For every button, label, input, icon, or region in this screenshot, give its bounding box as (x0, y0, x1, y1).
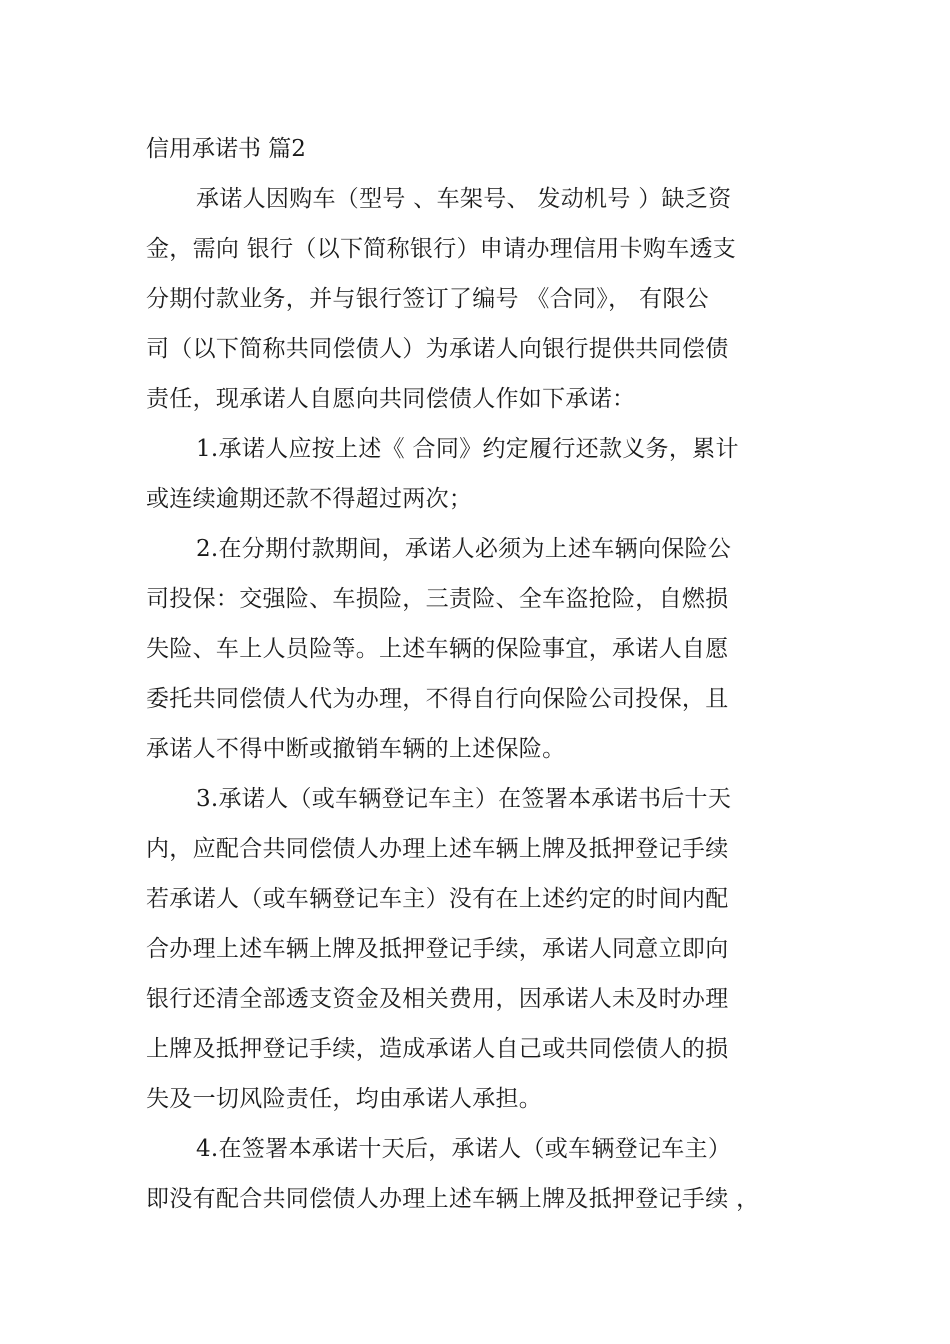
paragraph-line: 失险、车上人员险等。上述车辆的保险事宜，承诺人自愿 (146, 636, 729, 662)
paragraph-line: 司（以下简称共同偿债人）为承诺人向银行提供共同偿债 (146, 336, 729, 362)
paragraph-line: 失及一切风险责任，均由承诺人承担。 (146, 1086, 543, 1112)
paragraph-line: 即没有配合共同偿债人办理上述车辆上牌及抵押登记手续 ， (146, 1186, 760, 1212)
paragraph-line: 3.承诺人（或车辆登记车主）在签署本承诺书后十天 (196, 786, 732, 812)
paragraph-line: 委托共同偿债人代为办理，不得自行向保险公司投保，且 (146, 686, 729, 712)
paragraph-line: 责任，现承诺人自愿向共同偿债人作如下承诺： (146, 386, 636, 412)
paragraph-line: 2.在分期付款期间，承诺人必须为上述车辆向保险公 (196, 536, 732, 562)
paragraph-line: 司投保：交强险、车损险，三责险、全车盗抢险，自燃损 (146, 586, 729, 612)
paragraph-line: 分期付款业务，并与银行签订了编号 《合同》， 有限公 (146, 286, 709, 312)
paragraph-line: 4.在签署本承诺十天后，承诺人（或车辆登记车主） (196, 1136, 732, 1162)
paragraph-line: 内，应配合共同偿债人办理上述车辆上牌及抵押登记手续 (146, 836, 729, 862)
paragraph-line: 承诺人不得中断或撤销车辆的上述保险。 (146, 736, 566, 762)
paragraph-line: 金，需向 银行（以下简称银行）申请办理信用卡购车透支 (146, 236, 737, 262)
paragraph-line: 银行还清全部透支资金及相关费用，因承诺人未及时办理 (146, 986, 729, 1012)
paragraph-line: 上牌及抵押登记手续，造成承诺人自己或共同偿债人的损 (146, 1036, 729, 1062)
paragraph-line: 合办理上述车辆上牌及抵押登记手续，承诺人同意立即向 (146, 936, 729, 962)
paragraph-line: 承诺人因购车（型号 、车架号、 发动机号 ）缺乏资 (196, 186, 732, 212)
document-title: 信用承诺书 篇2 (146, 136, 306, 162)
paragraph-line: 1.承诺人应按上述《 合同》约定履行还款义务，累计 (196, 436, 739, 462)
paragraph-line: 或连续逾期还款不得超过两次； (146, 486, 473, 512)
paragraph-line: 若承诺人（或车辆登记车主）没有在上述约定的时间内配 (146, 886, 729, 912)
